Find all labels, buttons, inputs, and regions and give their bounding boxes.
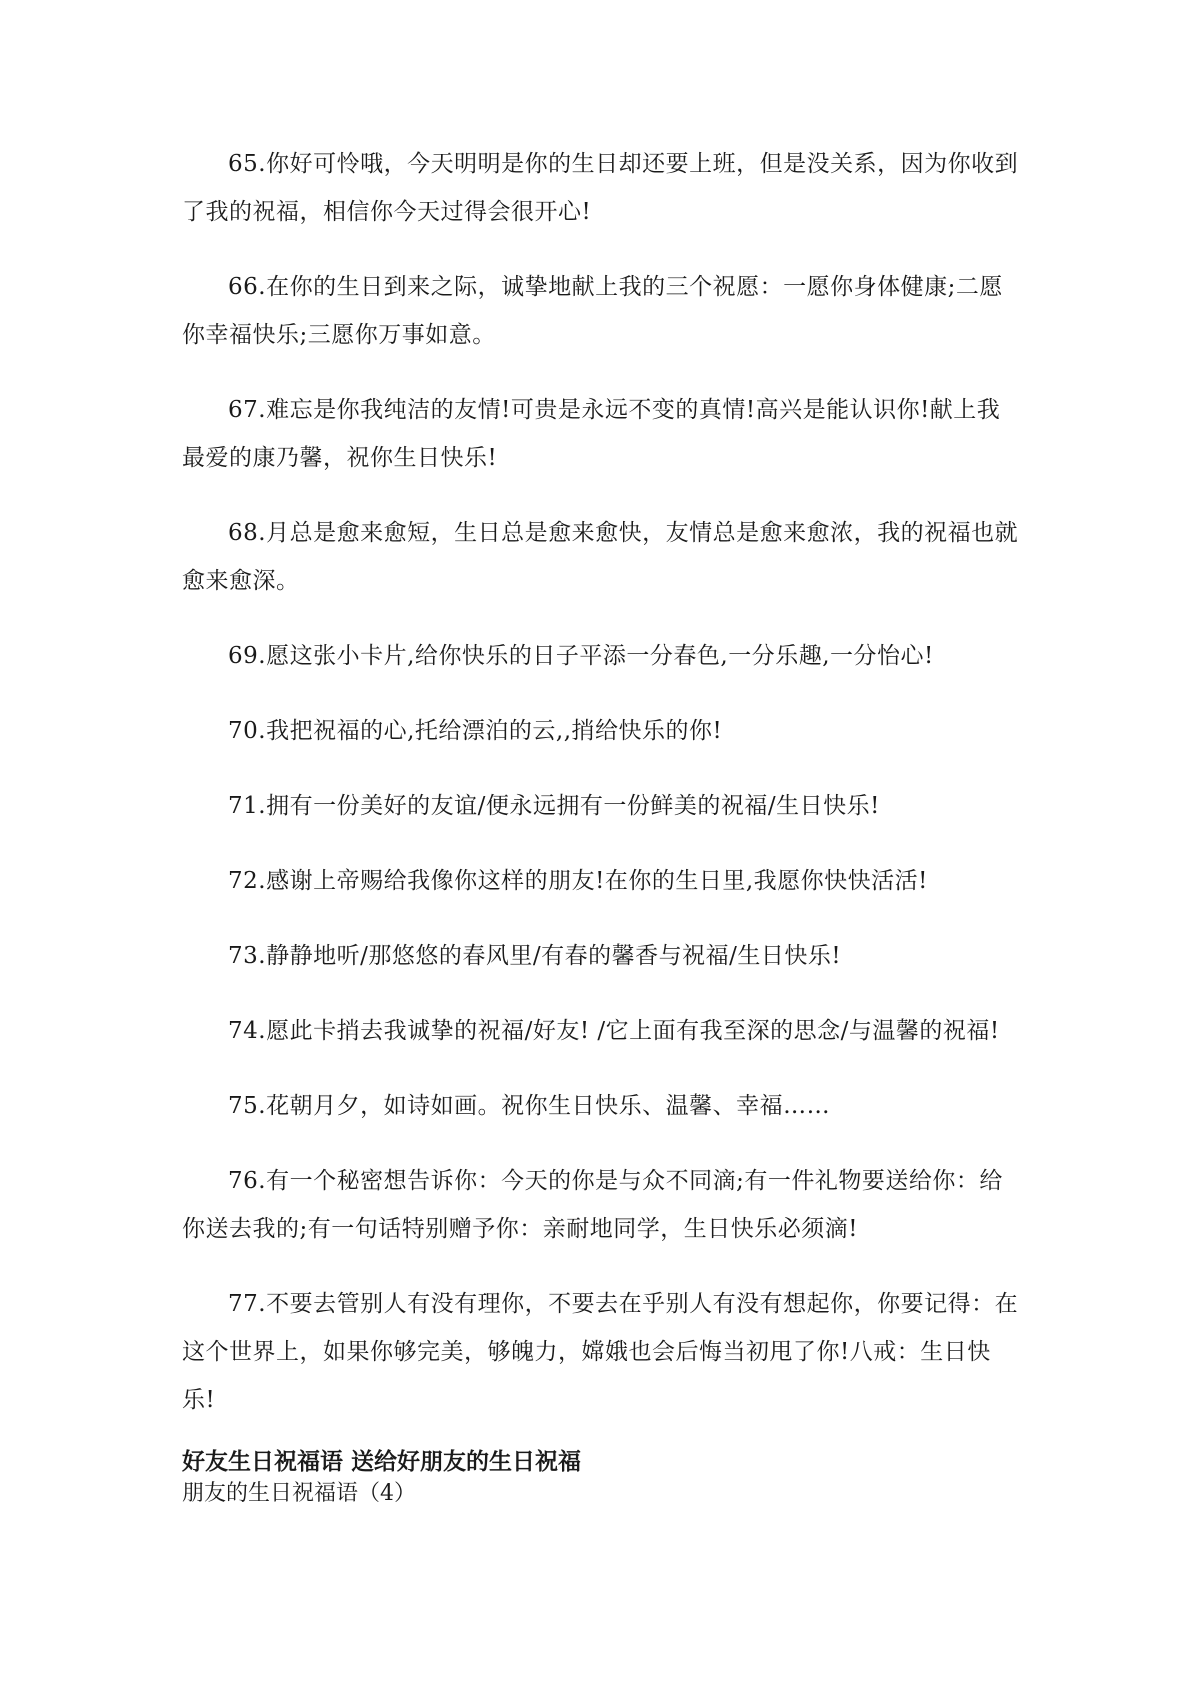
- blessing-77: 77.不要去管别人有没有理你，不要去在乎别人有没有想起你，你要记得：在这个世界上，如果你够完美，够魄力，嫦娥也会后悔当初甩了你!八戒：生日快乐!: [182, 1291, 1019, 1413]
- blessing-75: 75.花朝月夕，如诗如画。祝你生日快乐、温馨、幸福……: [228, 1093, 831, 1119]
- footer-subtitle: 朋友的生日祝福语（4）: [182, 1481, 416, 1506]
- blessing-72: 72.感谢上帝赐给我像你这样的朋友!在你的生日里,我愿你快快活活!: [228, 868, 928, 894]
- blessing-73: 73.静静地听/那悠悠的春风里/有春的馨香与祝福/生日快乐!: [228, 943, 842, 969]
- blessing-66: 66.在你的生日到来之际，诚挚地献上我的三个祝愿：一愿你身体健康;二愿你幸福快乐;三愿你万事如意。: [182, 274, 1003, 348]
- footer-title: 好友生日祝福语 送给好朋友的生日祝福: [182, 1449, 582, 1475]
- blessing-71: 71.拥有一份美好的友谊/便永远拥有一份鲜美的祝福/生日快乐!: [228, 793, 880, 819]
- blessing-67: 67.难忘是你我纯洁的友情!可贵是永远不变的真情!高兴是能认识你!献上我最爱的康乃馨，祝你生日快乐!: [182, 397, 1001, 471]
- blessing-68: 68.月总是愈来愈短，生日总是愈来愈快，友情总是愈来愈浓，我的祝福也就愈来愈深。: [182, 520, 1019, 594]
- blessing-74: 74.愿此卡捎去我诚挚的祝福/好友! /它上面有我至深的思念/与温馨的祝福!: [228, 1018, 1000, 1044]
- blessing-76: 76.有一个秘密想告诉你：今天的你是与众不同滴;有一件礼物要送给你：给你送去我的;有一句话特别赠予你：亲耐地同学，生日快乐必须滴!: [182, 1168, 1003, 1242]
- page-footer: [182, 1446, 1022, 1510]
- blessing-65: 65.你好可怜哦，今天明明是你的生日却还要上班，但是没关系，因为你收到了我的祝福，相信你今天过得会很开心!: [182, 151, 1019, 225]
- blessing-70: 70.我把祝福的心,托给漂泊的云,,捎给快乐的你!: [228, 718, 723, 744]
- blessing-69: 69.愿这张小卡片,给你快乐的日子平添一分春色,一分乐趣,一分怡心!: [228, 643, 934, 669]
- blessings-list: [182, 140, 1022, 1451]
